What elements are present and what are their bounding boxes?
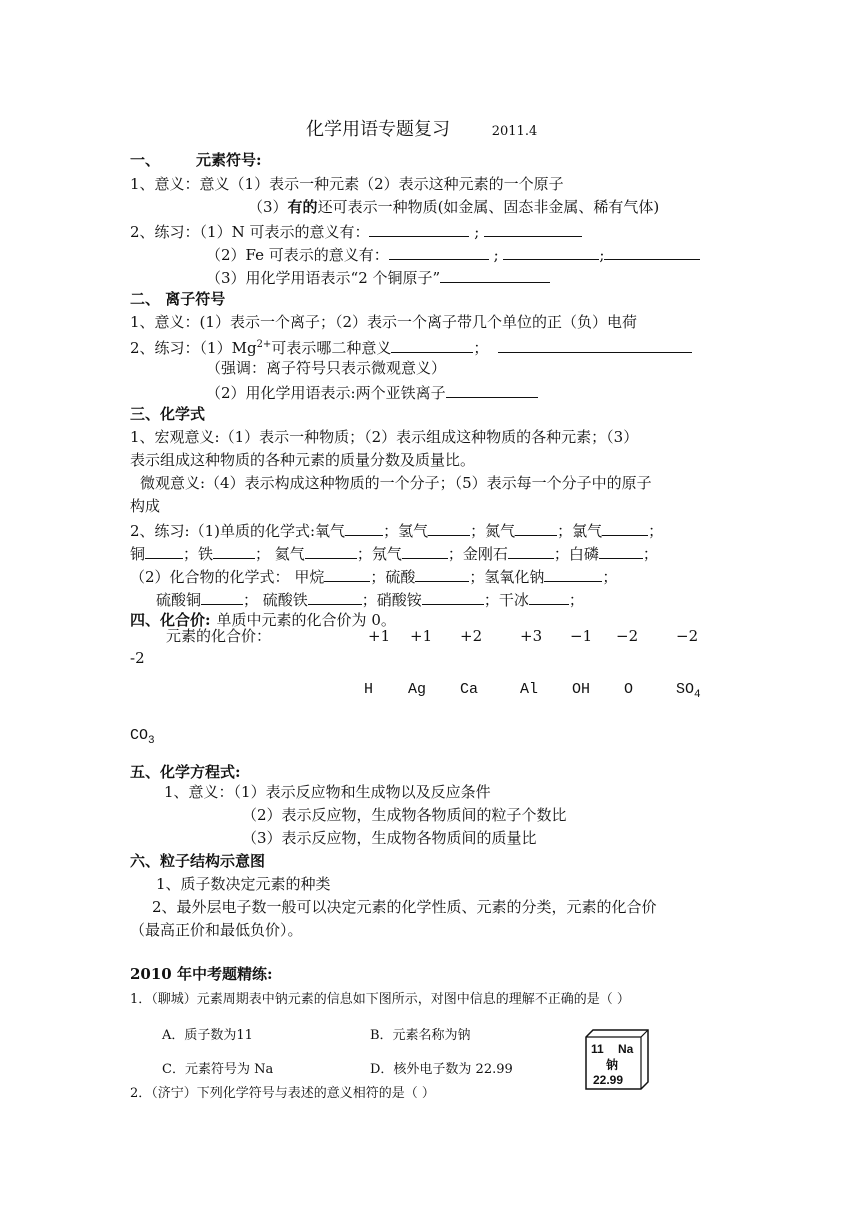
semicolon: ; <box>599 246 605 264</box>
section-5-heading: 五、化学方程式: <box>130 763 241 781</box>
card-symbol: Na <box>618 1042 634 1056</box>
answer-blank[interactable] <box>544 565 602 582</box>
valence-label: 元素的化合价： <box>166 627 272 645</box>
s3-line-3: 微观意义:（4）表示构成这种物质的一个分子；（5）表示每一个分子中的原子 <box>140 474 652 492</box>
card-element-name: 钠 <box>606 1058 619 1072</box>
s5-line-1: 1、意义：（1）表示反应物和生成物以及反应条件 <box>164 783 491 801</box>
answer-blank[interactable] <box>402 542 448 559</box>
answer-blank[interactable] <box>369 220 469 237</box>
s3-practice-4 <box>156 588 584 610</box>
answer-blank[interactable] <box>602 519 648 536</box>
s1-l4-text: （2）Fe 可表示的意义有： <box>206 246 389 264</box>
subscript: 4 <box>694 689 701 701</box>
s3-line-2: 表示组成这种物质的各种元素的质量分数及质量比。 <box>130 451 476 469</box>
sodium-element-card <box>584 1028 650 1090</box>
practice-label: ；干冰 <box>483 591 529 609</box>
element-symbol: OH <box>572 681 591 698</box>
practice-label: 2、练习:（1)单质的化学式:氧气 <box>130 522 346 540</box>
practice-label: ； 硫酸铁 <box>243 591 308 609</box>
element-symbol: H <box>364 681 374 698</box>
element-symbol: Ca <box>460 681 479 698</box>
answer-blank[interactable] <box>308 588 362 605</box>
practice-label: ； <box>602 568 618 586</box>
answer-blank[interactable] <box>145 542 183 559</box>
practice-label: ；白磷 <box>553 545 599 563</box>
s3-line-1: 1、宏观意义:（1）表示一种物质；（2）表示组成这种物质的各种元素；（3） <box>130 428 639 446</box>
practice-label: ；氢氧化钠 <box>469 568 545 586</box>
answer-blank[interactable] <box>599 542 643 559</box>
section-6-heading: 六、粒子结构示意图 <box>130 852 266 870</box>
answer-blank[interactable] <box>604 243 700 260</box>
practice-label: ； <box>568 591 584 609</box>
element-symbol: Ag <box>408 681 427 698</box>
answer-blank[interactable] <box>213 542 255 559</box>
section-2-heading: 二、 离子符号 <box>130 290 226 308</box>
section-1-heading <box>130 150 262 170</box>
answer-blank[interactable] <box>440 266 550 283</box>
s2-line-2 <box>130 335 692 358</box>
section-4-title: 四、化合价: <box>130 611 211 629</box>
practice-label: ； <box>642 545 658 563</box>
title-text: 化学用语专题复习 <box>306 119 450 140</box>
practice-label: ；铁 <box>183 545 214 563</box>
valence-value: +3 <box>520 627 543 645</box>
practice-label: 铜 <box>130 545 146 563</box>
answer-blank[interactable] <box>515 519 557 536</box>
practice-label: ；氯气 <box>557 522 603 540</box>
s1-l2-num: （3） <box>248 198 288 216</box>
answer-blank[interactable] <box>484 220 582 237</box>
section-4-note: 单质中元素的化合价为 0。 <box>216 611 396 629</box>
title-date: 2011.4 <box>491 124 538 139</box>
practice-label: ； 氦气 <box>255 545 305 563</box>
s3-practice-1 <box>130 519 663 541</box>
answer-blank[interactable] <box>391 336 473 353</box>
s5-line-2: （2）表示反应物，生成物各物质间的粒子个数比 <box>242 806 567 824</box>
section-1-number: 一、 <box>130 151 161 169</box>
practice-label: ； <box>648 522 664 540</box>
option-d[interactable]: D．核外电子数为 22.99 <box>370 1062 513 1077</box>
s6-line-1: 1、质子数决定元素的种类 <box>156 875 331 893</box>
practice-label: ；氖气 <box>356 545 402 563</box>
s6-line-2: 2、最外层电子数一般可以决定元素的化学性质、元素的分类，元素的化合价 <box>152 898 657 916</box>
practice-label: ；氢气 <box>383 522 429 540</box>
question-2: 2．（济宁）下列化学符号与表述的意义相符的是（ ） <box>130 1086 435 1101</box>
s2-line-4 <box>206 381 538 403</box>
answer-blank[interactable] <box>305 542 357 559</box>
s1-line-3 <box>130 220 582 242</box>
valence-value: +1 <box>368 627 391 645</box>
answer-blank[interactable] <box>529 588 569 605</box>
valence-value: -2 <box>130 649 145 667</box>
s3-practice-3 <box>130 565 617 587</box>
valence-value: −2 <box>616 627 639 645</box>
s1-l5-text: （3）用化学用语表示“2 个铜原子” <box>206 269 441 287</box>
s3-line-4: 构成 <box>130 497 161 515</box>
s1-line-5 <box>206 266 550 288</box>
valence-value: −2 <box>676 627 699 645</box>
answer-blank[interactable] <box>389 243 489 260</box>
answer-blank[interactable] <box>503 243 599 260</box>
element-symbol <box>676 680 701 705</box>
option-a[interactable]: A．质子数为11 <box>162 1028 253 1043</box>
sulfate-symbol: SO <box>676 681 695 698</box>
s1-line-2 <box>248 197 659 217</box>
practice-label: ；硝酸铵 <box>361 591 422 609</box>
s1-line-1: 1、意义：意义（1）表示一种元素（2）表示这种元素的一个原子 <box>130 175 564 193</box>
valence-value: +2 <box>460 627 483 645</box>
s2-l4-text: （2）用化学用语表示:两个亚铁离子 <box>206 384 446 402</box>
element-symbol: Al <box>520 681 539 698</box>
answer-blank[interactable] <box>415 565 469 582</box>
practice-label: （2）化合物的化学式： 甲烷 <box>130 568 325 586</box>
practice-label: ；硫酸 <box>370 568 416 586</box>
option-b[interactable]: B．元素名称为钠 <box>370 1028 471 1043</box>
answer-blank[interactable] <box>498 336 692 353</box>
section-1-title: 元素符号: <box>196 151 262 169</box>
card-atomic-number: 11 <box>591 1042 604 1056</box>
answer-blank[interactable] <box>508 542 554 559</box>
s1-l3-text: 2、练习：（1）N 可表示的意义有： <box>130 223 370 241</box>
answer-blank[interactable] <box>345 519 383 536</box>
valence-value: −1 <box>570 627 593 645</box>
exam-heading: 2010 年中考题精练: <box>130 965 273 983</box>
page-title <box>306 120 537 142</box>
s5-line-3: （3）表示反应物，生成物各物质间的质量比 <box>242 829 537 847</box>
s6-line-3: （最高正价和最低负价）。 <box>130 921 303 939</box>
answer-blank[interactable] <box>428 519 470 536</box>
s3-practice-2 <box>130 542 658 564</box>
practice-label: ；氮气 <box>470 522 516 540</box>
s2-l2-text: 2、练习：（1）Mg <box>130 339 257 357</box>
practice-label: 硫酸铜 <box>156 591 202 609</box>
option-c[interactable]: C．元素符号为 Na <box>162 1062 274 1077</box>
answer-blank[interactable] <box>201 588 243 605</box>
s1-l2-bold: 有的 <box>287 198 318 216</box>
answer-blank[interactable] <box>324 565 370 582</box>
section-3-heading: 三、化学式 <box>130 405 206 423</box>
practice-label: ；金刚石 <box>447 545 508 563</box>
element-symbol <box>130 726 155 751</box>
semicolon: ； <box>473 339 489 357</box>
s1-l2-rest: 还可表示一种物质(如金属、固态非金属、稀有气体) <box>317 198 660 216</box>
carbonate-symbol: CO <box>130 727 149 744</box>
semicolon: ; <box>493 246 499 264</box>
s2-line-3: （强调：离子符号只表示微观意义） <box>206 359 447 377</box>
answer-blank[interactable] <box>422 588 484 605</box>
semicolon: ; <box>474 223 480 241</box>
valence-value: +1 <box>410 627 433 645</box>
s1-line-4 <box>206 243 700 265</box>
s2-line-1: 1、意义：(1）表示一个离子；（2）表示一个离子带几个单位的正（负）电荷 <box>130 313 637 331</box>
card-atomic-mass: 22.99 <box>593 1073 624 1087</box>
subscript: 3 <box>148 735 155 747</box>
ion-charge: 2+ <box>256 339 272 350</box>
question-1: 1．（聊城）元素周期表中钠元素的信息如下图所示，对图中信息的理解不正确的是（ ） <box>130 992 630 1007</box>
s2-l2-text-2: 可表示哪二种意义 <box>271 339 392 357</box>
element-symbol: O <box>624 681 634 698</box>
answer-blank[interactable] <box>446 381 538 398</box>
